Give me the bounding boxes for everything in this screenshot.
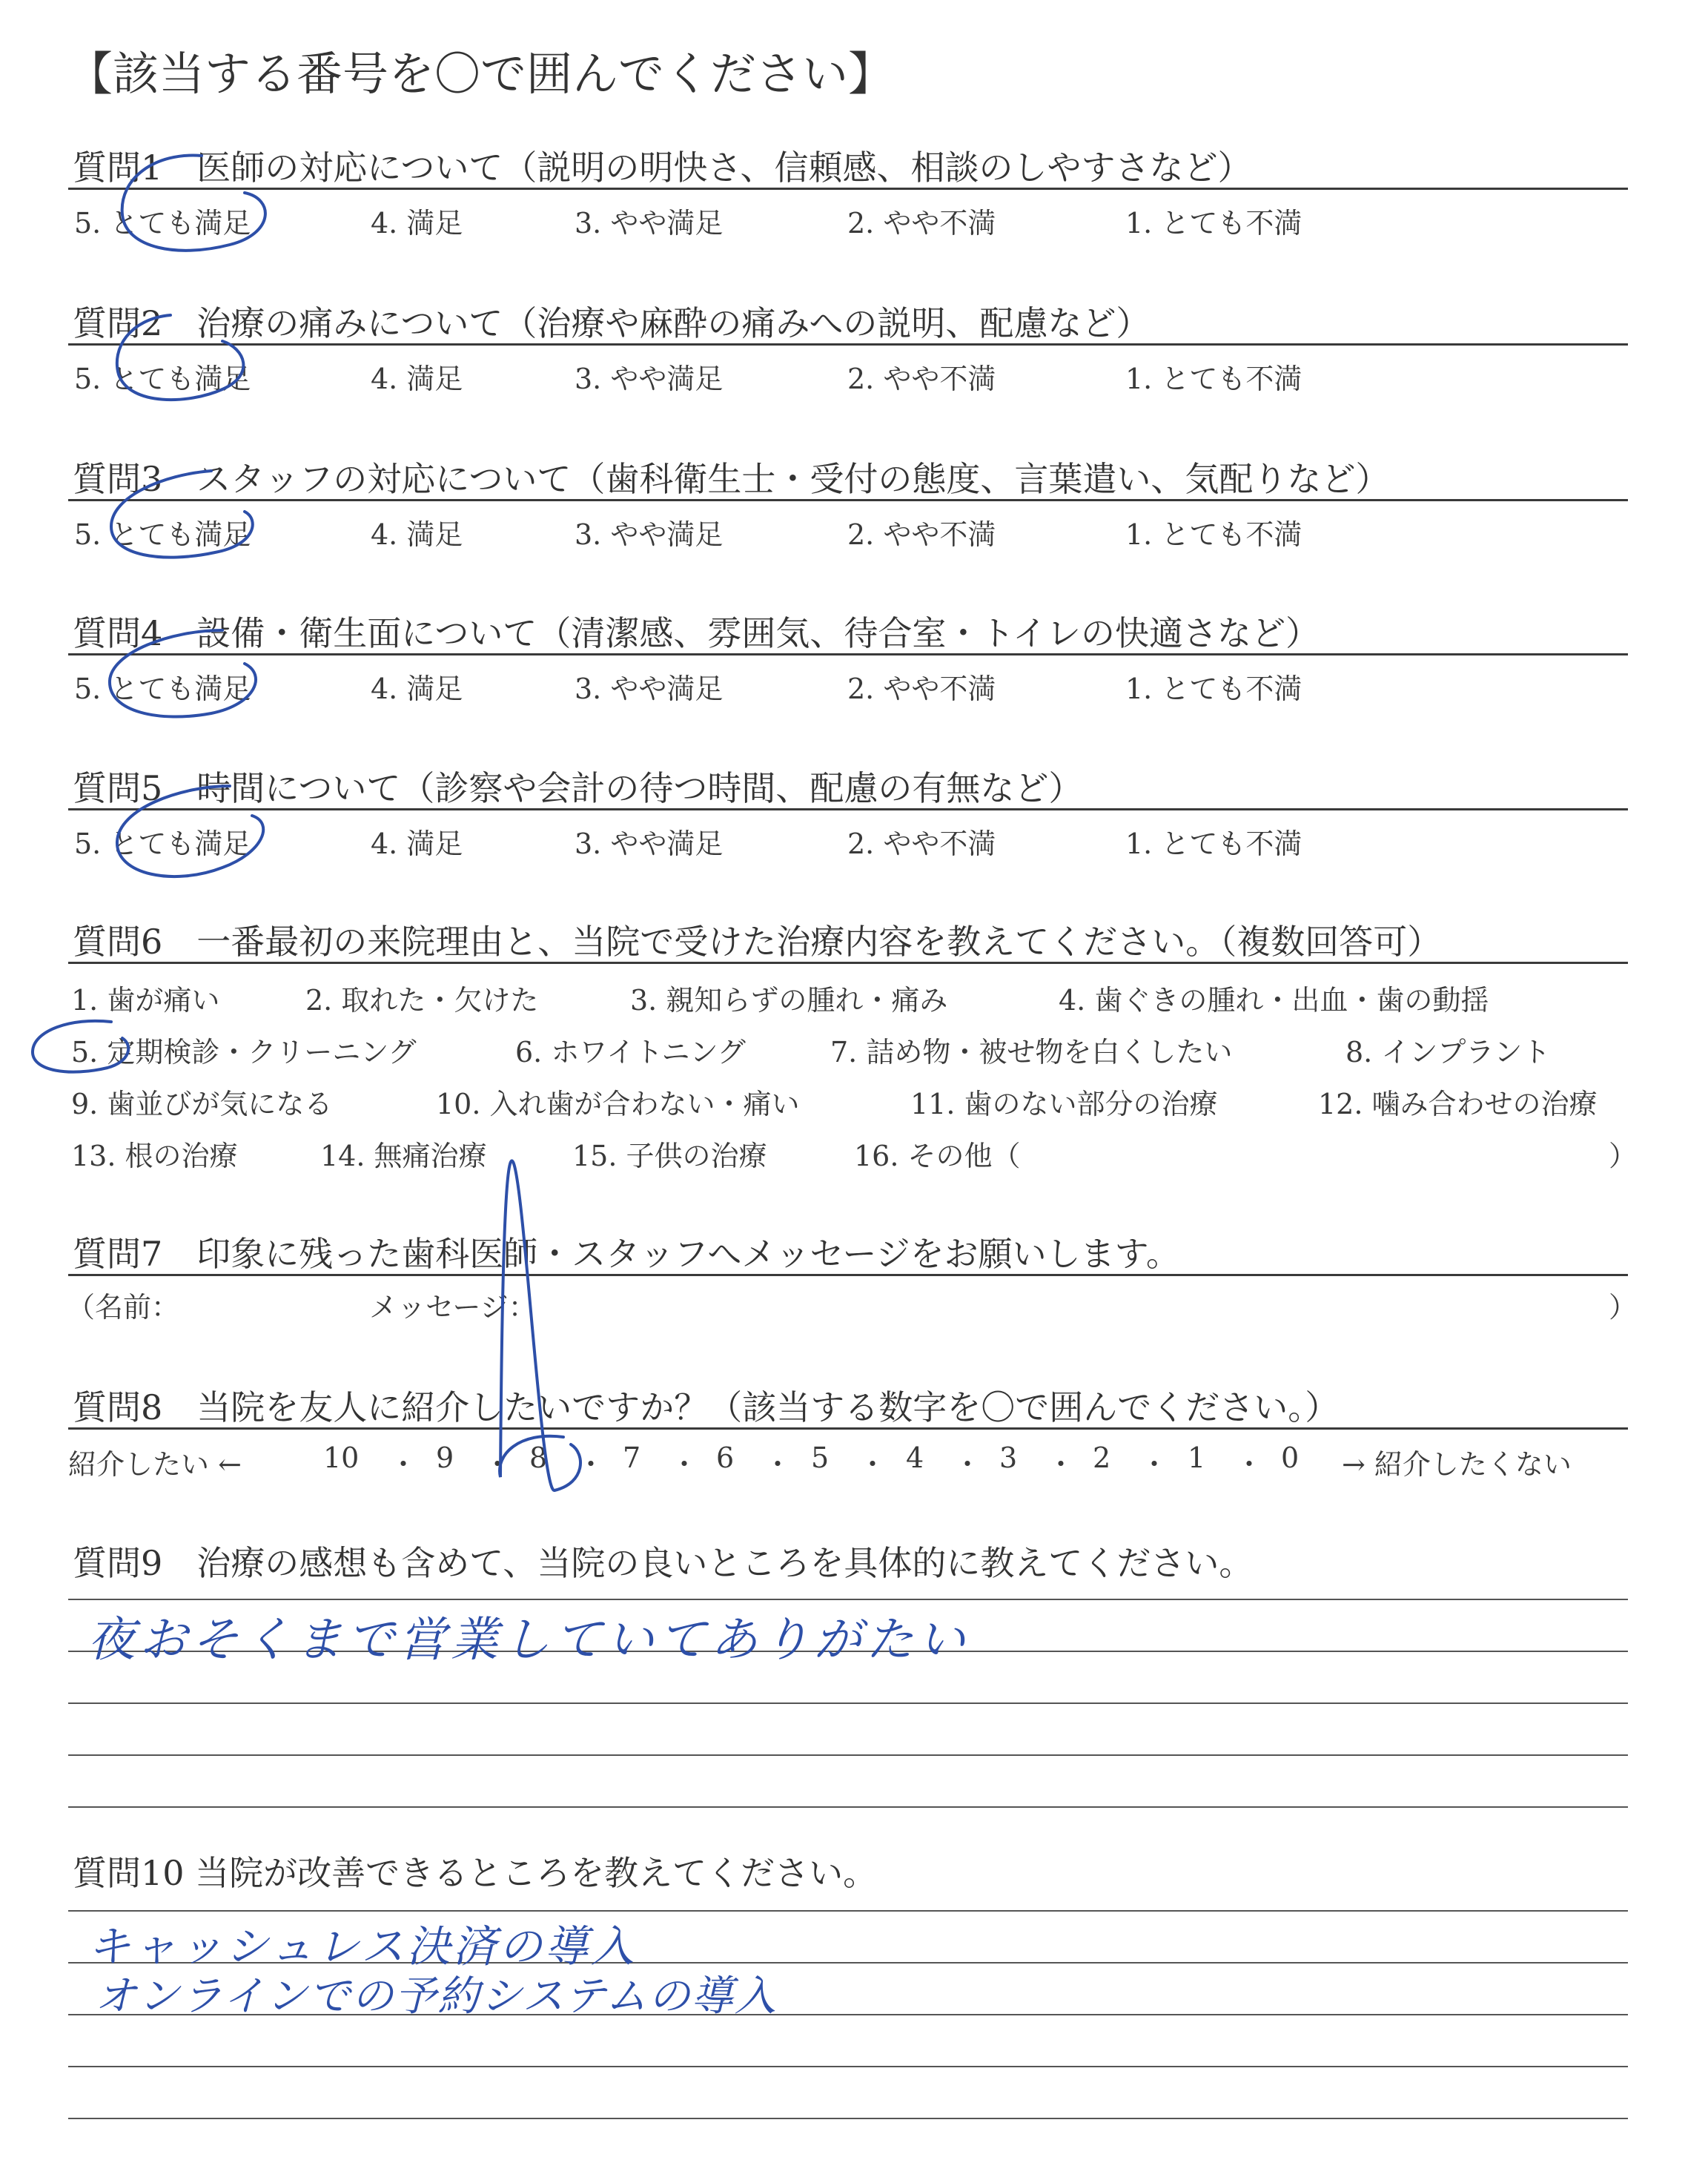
q8-score-6[interactable]: 6 [716, 1441, 735, 1474]
q3-option-2[interactable]: 2. やや不満 [847, 518, 996, 551]
q1-option-3[interactable]: 3. やや満足 [575, 207, 724, 240]
q6-option-9[interactable]: 9. 歯並びが気になる [71, 1088, 333, 1120]
q4-option-5[interactable]: 5. とても満足 [74, 673, 251, 705]
q4-option-1[interactable]: 1. とても不満 [1125, 673, 1302, 705]
q1-rule [68, 188, 1628, 190]
q6-option-2[interactable]: 2. 取れた・欠けた [305, 984, 539, 1017]
q7-message-label: メッセージ： [369, 1291, 537, 1324]
q5-option-5[interactable]: 5. とても満足 [74, 828, 251, 860]
q3-option-3[interactable]: 3. やや満足 [575, 518, 724, 551]
q2-heading: 質問2 治療の痛みについて（治療や麻酔の痛みへの説明、配慮など） [73, 303, 1151, 343]
q6-heading: 質問6 一番最初の来院理由と、当院で受けた治療内容を教えてください。（複数回答可） [73, 922, 1442, 962]
q8-score-10[interactable]: 10 [323, 1441, 360, 1474]
q3-heading: 質問3 スタッフの対応について（歯科衛生士・受付の態度、言葉遣い、気配りなど） [73, 459, 1390, 499]
q5-option-3[interactable]: 3. やや満足 [575, 828, 724, 860]
q8-sep: ・ [953, 1448, 982, 1481]
q6-option-6[interactable]: 6. ホワイトニング [515, 1036, 746, 1069]
q8-right-label: → 紹介したくない [1342, 1448, 1572, 1481]
q8-sep: ・ [764, 1448, 792, 1481]
q8-sep: ・ [1235, 1448, 1264, 1481]
q2-rule [68, 343, 1628, 346]
q6-option-10[interactable]: 10. 入れ歯が合わない・痛い [436, 1088, 800, 1120]
q6-option-15[interactable]: 15. 子供の治療 [572, 1140, 767, 1172]
q1-option-1[interactable]: 1. とても不満 [1125, 207, 1302, 240]
q5-option-2[interactable]: 2. やや不満 [847, 828, 996, 860]
q8-score-5[interactable]: 5 [811, 1441, 830, 1474]
q8-sep: ・ [1047, 1448, 1076, 1481]
q6-option-14[interactable]: 14. 無痛治療 [320, 1140, 487, 1172]
q10-write-line [68, 2066, 1628, 2067]
q10-handwritten-answer-2[interactable]: オンラインでの予約システムの導入 [95, 1972, 778, 2021]
q8-score-8[interactable]: 8 [529, 1441, 548, 1474]
q9-write-line [68, 1806, 1628, 1808]
q6-option-5[interactable]: 5. 定期検診・クリーニング [71, 1036, 417, 1069]
q9-write-line [68, 1702, 1628, 1704]
q3-option-1[interactable]: 1. とても不満 [1125, 518, 1302, 551]
q8-sep: ・ [670, 1448, 699, 1481]
q6-other-close: ） [1609, 1140, 1638, 1172]
q4-rule [68, 653, 1628, 655]
q5-option-1[interactable]: 1. とても不満 [1125, 828, 1302, 860]
q7-rule [68, 1274, 1628, 1276]
q8-score-1[interactable]: 1 [1188, 1441, 1206, 1474]
q6-option-13[interactable]: 13. 根の治療 [71, 1140, 238, 1172]
q8-sep: ・ [858, 1448, 887, 1481]
q7-close: ） [1609, 1291, 1638, 1324]
q1-option-4[interactable]: 4. 満足 [371, 207, 463, 240]
q10-handwritten-answer-1[interactable]: キャッシュレス決済の導入 [87, 1921, 638, 1972]
page-title: 【該当する番号を〇で囲んでください】 [67, 47, 895, 101]
q4-heading: 質問4 設備・衛生面について（清潔感、雰囲気、待合室・トイレの快適さなど） [73, 613, 1320, 653]
q8-score-2[interactable]: 2 [1093, 1441, 1111, 1474]
q8-score-4[interactable]: 4 [906, 1441, 924, 1474]
q3-rule [68, 499, 1628, 501]
q2-option-3[interactable]: 3. やや満足 [575, 363, 724, 395]
q6-option-1[interactable]: 1. 歯が痛い [71, 984, 220, 1017]
q2-option-4[interactable]: 4. 満足 [371, 363, 463, 395]
q8-sep: ・ [1140, 1448, 1169, 1481]
q9-write-line [68, 1754, 1628, 1756]
q8-sep: ・ [389, 1448, 418, 1481]
q3-option-5[interactable]: 5. とても満足 [74, 518, 251, 551]
q2-option-5[interactable]: 5. とても満足 [74, 363, 251, 395]
q6-rule [68, 962, 1628, 964]
q9-heading: 質問9 治療の感想も含めて、当院の良いところを具体的に教えてください。 [73, 1543, 1254, 1583]
q5-heading: 質問5 時間について（診察や会計の待つ時間、配慮の有無など） [73, 768, 1083, 808]
q6-option-12[interactable]: 12. 噛み合わせの治療 [1318, 1088, 1598, 1120]
q8-score-9[interactable]: 9 [436, 1441, 454, 1474]
q8-score-3[interactable]: 3 [999, 1441, 1018, 1474]
q8-sep: ・ [577, 1448, 606, 1481]
q8-left-label: 紹介したい ← [68, 1448, 242, 1481]
q10-heading: 質問10 当院が改善できるところを教えてください。 [73, 1853, 878, 1893]
q5-rule [68, 808, 1628, 810]
q2-option-2[interactable]: 2. やや不満 [847, 363, 996, 395]
q6-option-7[interactable]: 7. 詰め物・被せ物を白くしたい [830, 1036, 1233, 1069]
q6-option-16[interactable]: 16. その他（ [854, 1140, 1021, 1172]
q8-score-7[interactable]: 7 [623, 1441, 641, 1474]
q8-heading: 質問8 当院を友人に紹介したいですか？（該当する数字を〇で囲んでください。） [73, 1387, 1340, 1427]
q8-sep: ・ [483, 1448, 512, 1481]
q1-option-5[interactable]: 5. とても満足 [74, 207, 251, 240]
q6-option-8[interactable]: 8. インプラント [1345, 1036, 1551, 1069]
q6-option-3[interactable]: 3. 親知らずの腫れ・痛み [630, 984, 948, 1017]
q7-name-label: （名前： [67, 1291, 180, 1324]
q6-option-11[interactable]: 11. 歯のない部分の治療 [910, 1088, 1218, 1120]
q2-option-1[interactable]: 1. とても不満 [1125, 363, 1302, 395]
q1-option-2[interactable]: 2. やや不満 [847, 207, 996, 240]
q6-option-4[interactable]: 4. 歯ぐきの腫れ・出血・歯の動揺 [1059, 984, 1489, 1017]
q9-handwritten-answer[interactable]: 夜おそくまで営業していてありがたい [87, 1613, 970, 1668]
q5-option-4[interactable]: 4. 満足 [371, 828, 463, 860]
q9-write-line [68, 1599, 1628, 1600]
q3-option-4[interactable]: 4. 満足 [371, 518, 463, 551]
q1-heading: 質問1 医師の対応について（説明の明快さ、信頼感、相談のしやすさなど） [73, 148, 1252, 188]
q4-option-3[interactable]: 3. やや満足 [575, 673, 724, 705]
q8-rule [68, 1427, 1628, 1430]
q10-write-line [68, 2118, 1628, 2119]
q7-heading: 質問7 印象に残った歯科医師・スタッフへメッセージをお願いします。 [73, 1234, 1180, 1274]
q4-option-4[interactable]: 4. 満足 [371, 673, 463, 705]
q4-option-2[interactable]: 2. やや不満 [847, 673, 996, 705]
q8-score-0[interactable]: 0 [1281, 1441, 1300, 1474]
